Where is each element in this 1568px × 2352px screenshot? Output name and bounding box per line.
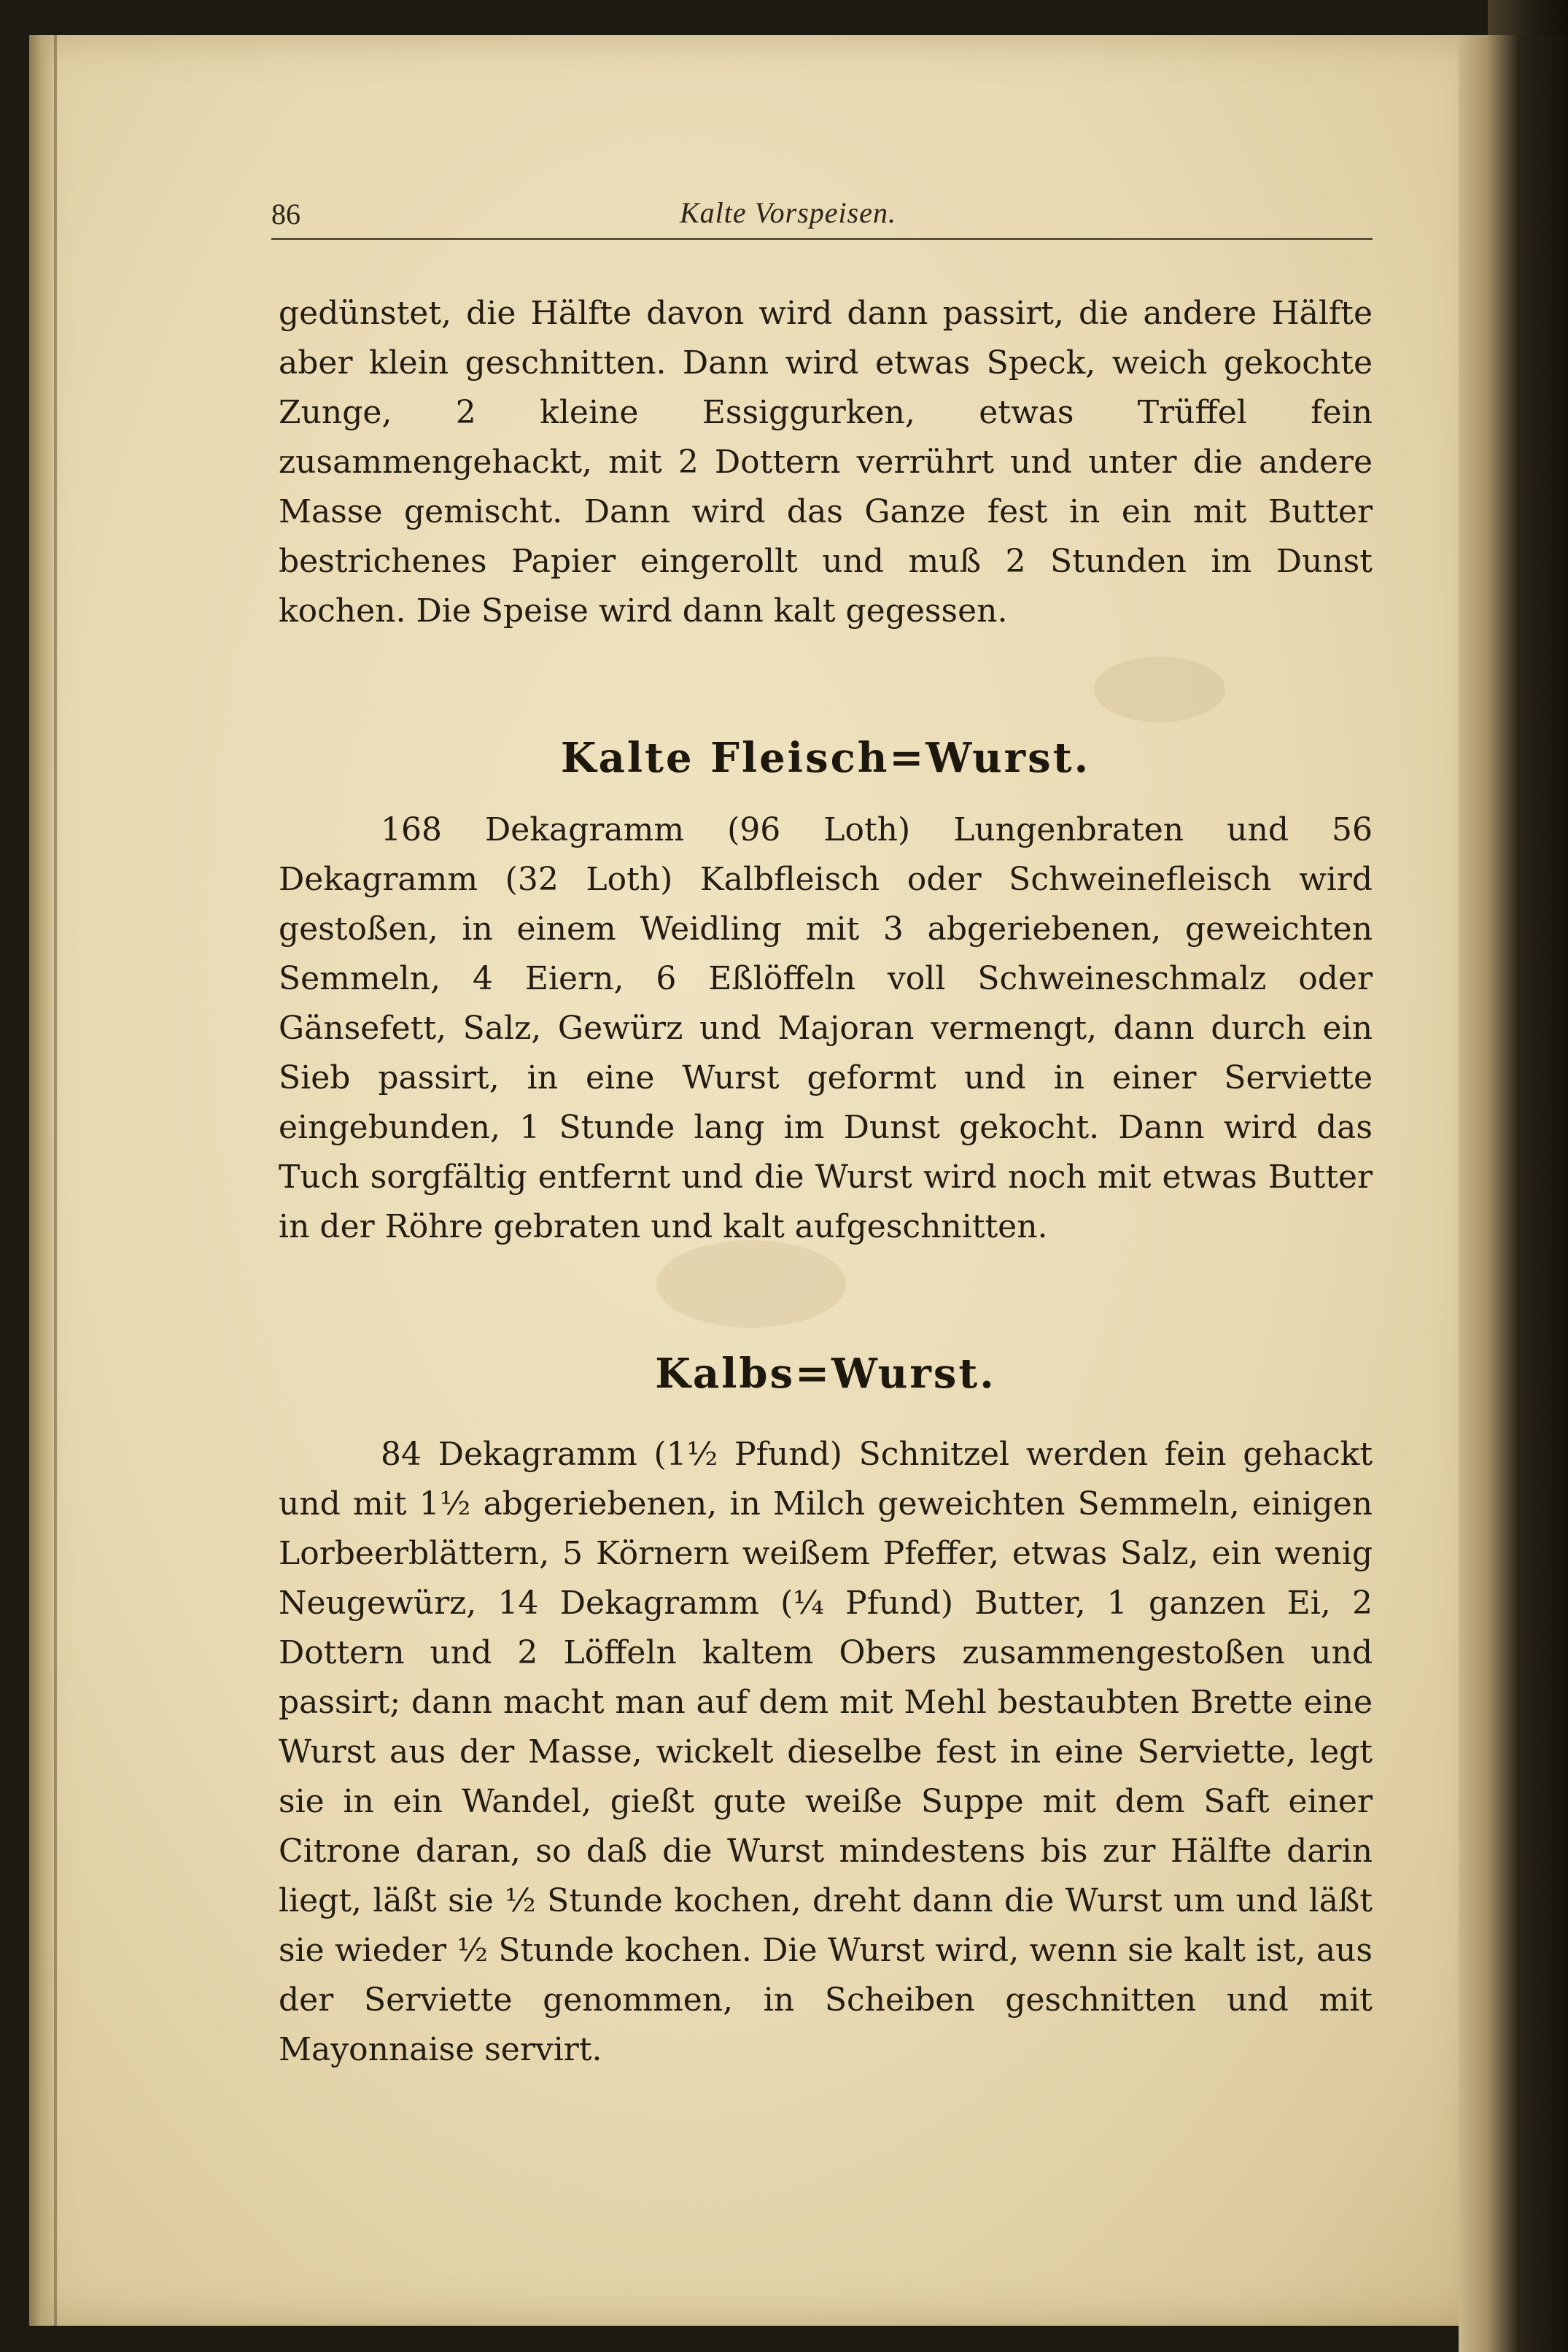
page-number: 86 — [271, 198, 300, 231]
running-title: Kalte Vorspeisen. — [680, 196, 896, 229]
section-body-kalbswurst-text: 84 Dekagramm (1½ Pfund) Schnitzel werden fein gehackt und mit 1½ abgeriebenen, in Milch geweichten Semmeln, einigen Lorbeerblättern, 5 Körnern weißem Pfeffer, etwas Salz, ein wenig Neugewürz, 14 Dekagramm (¼ Pfund) Butter, 1 ganzen Ei, 2 Dottern und 2 Löffeln kaltem Obers zusammengestoßen und passirt; dann macht man auf dem mit Mehl bestaubten Brette eine Wurst aus der Masse, wickelt dieselbe fest in eine Serviette, legt sie in ein Wandel, gießt gute weiße Suppe mit dem Saft einer Citrone daran, so daß die Wurst mindestens bis zur Hälfte darin liegt, läßt sie ½ Stunde kochen, dreht dann die Wurst um und läßt sie wieder ½ Stunde kochen. Die Wurst wird, wenn sie kalt ist, aus der Serviette genommen, in Scheiben geschnitten und mit Mayonnaise servirt. — [279, 1436, 1373, 2068]
page-right-edge — [1459, 35, 1568, 2352]
section-heading-kalbswurst: Kalbs=Wurst. — [655, 1350, 996, 1398]
intro-paragraph-text: gedünstet, die Hälfte davon wird dann passirt, die andere Hälfte aber klein geschnitten. Dann wird etwas Speck, weich gekochte Zunge, 2 kleine Essiggurken, etwas Trüffel fein zusammengehackt, mit 2 Dottern verrührt und unter die andere Masse gemischt. Dann wird das Ganze fest in ein mit Butter bestrichenes Papier eingerollt und muß 2 Stunden im Dunst kochen. Die Speise wird dann kalt gegessen. — [279, 295, 1373, 630]
section-body-kalbswurst — [279, 1430, 1373, 2075]
intro-paragraph — [279, 289, 1373, 636]
gutter-fold-line — [54, 35, 57, 2326]
section-body-fleischwurst — [279, 805, 1373, 1252]
page-header — [271, 194, 1373, 240]
paper-stain — [1094, 657, 1225, 722]
paper-stain — [656, 1240, 846, 1328]
section-body-fleischwurst-text: 168 Dekagramm (96 Loth) Lungenbraten und 56 Dekagramm (32 Loth) Kalbfleisch oder Schweinefleisch wird gestoßen, in einem Weidling mit 3 abgeriebenen, geweichten Semmeln, 4 Eiern, 6 Eßlöffeln voll Schweineschmalz oder Gänsefett, Salz, Gewürz und Majoran vermengt, dann durch ein Sieb passirt, in eine Wurst geformt und in einer Serviette eingebunden, 1 Stunde lang im Dunst gekocht. Dann wird das Tuch sorgfältig entfernt und die Wurst wird noch mit etwas Butter in der Röhre gebraten und kalt aufgeschnitten. — [279, 811, 1373, 1245]
section-heading-fleischwurst: Kalte Fleisch=Wurst. — [560, 734, 1091, 782]
